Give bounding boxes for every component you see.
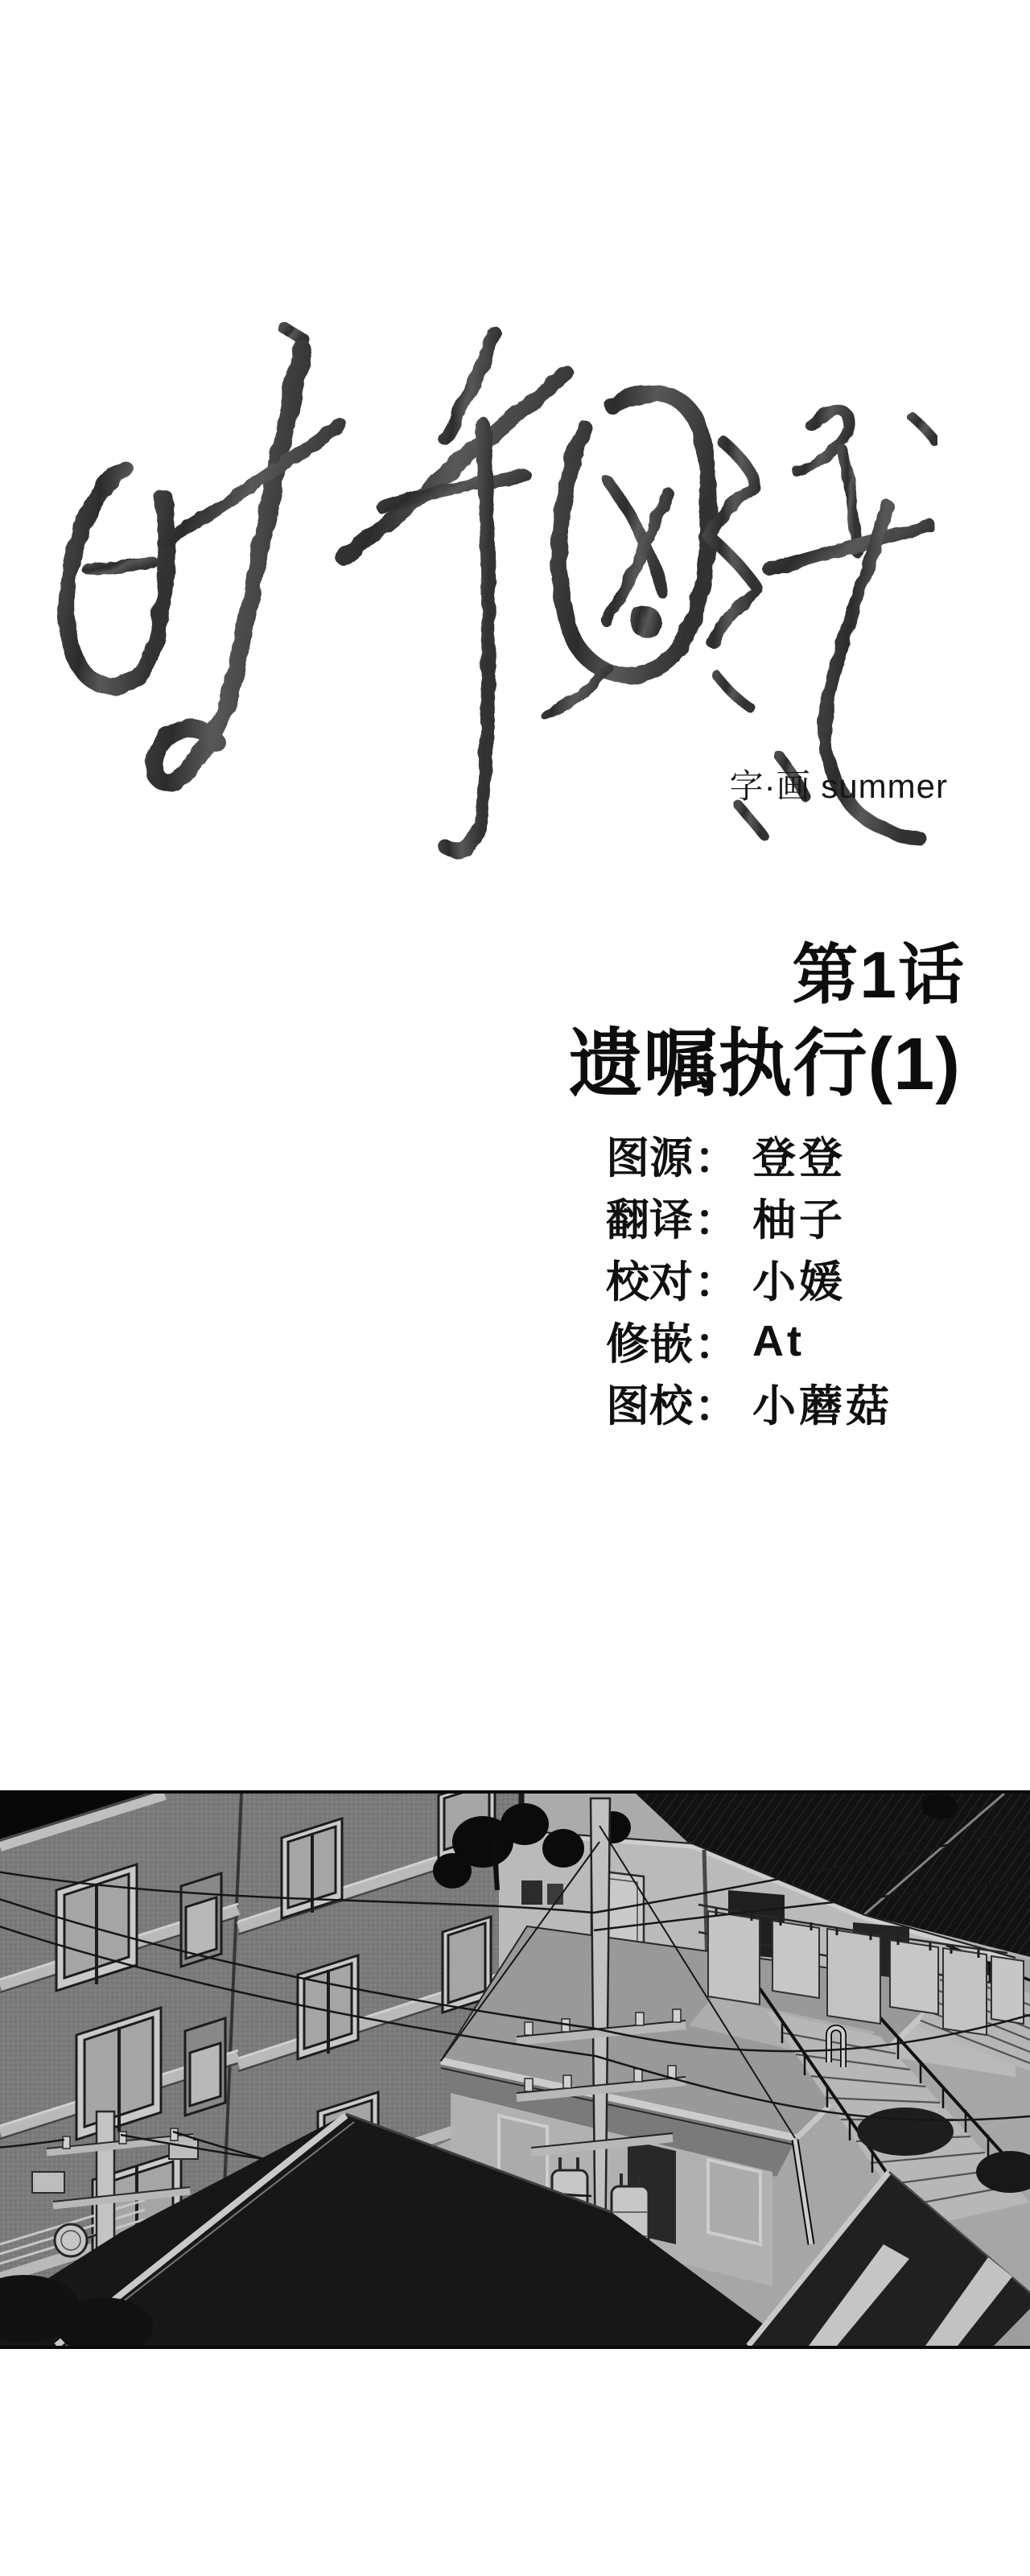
staff-role: 翻译 (606, 1196, 693, 1245)
staff-role: 校对 (606, 1258, 693, 1307)
staff-name: 小蘑菇 (752, 1382, 892, 1430)
staff-role: 图校 (606, 1382, 693, 1430)
night-courtyard-illustration (0, 1794, 1030, 2346)
staff-role: 图源 (606, 1134, 693, 1183)
staff-name: 柚子 (752, 1196, 846, 1245)
staff-name: 登登 (752, 1134, 846, 1183)
staff-credit-row (606, 1186, 892, 1248)
illustration-panel (0, 1790, 1030, 2349)
staff-credit-row (606, 1248, 892, 1310)
colon-separator: ： (694, 1196, 738, 1245)
staff-name: 小媛 (752, 1258, 846, 1307)
colon-separator: ： (694, 1382, 738, 1430)
byline: 字·画 summer (729, 767, 948, 805)
chapter-title: 遗嘱执行(1) (568, 1023, 961, 1105)
staff-role: 修嵌 (606, 1320, 693, 1368)
chapter-number: 第1话 (792, 939, 966, 1012)
colon-separator: ： (694, 1320, 738, 1368)
colon-separator: ： (694, 1258, 738, 1307)
staff-credit-row (606, 1310, 892, 1372)
screentone-grain (0, 1794, 1030, 2346)
colon-separator: ： (694, 1134, 738, 1183)
staff-credit-row (606, 1124, 892, 1186)
staff-name: At (752, 1316, 805, 1365)
staff-credit-row (606, 1372, 892, 1434)
staff-credits (606, 1124, 892, 1434)
